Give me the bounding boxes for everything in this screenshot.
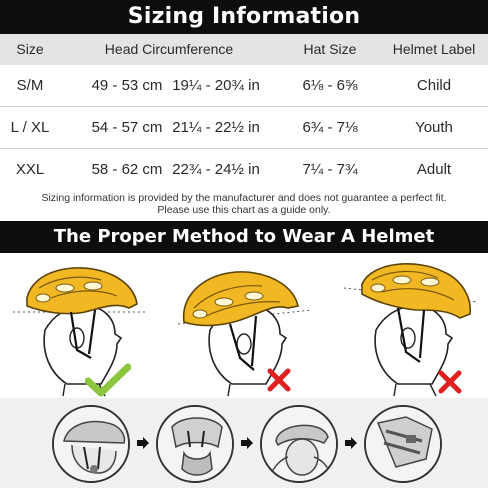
sizing-title: Sizing Information (0, 0, 488, 34)
cell-size: S/M (16, 77, 44, 94)
cell-cm: 49 - 53 cm (91, 77, 163, 94)
cell-inches: 19¼ - 20¾ in (172, 77, 260, 94)
step-4-image (364, 405, 442, 483)
disclaimer-line-2: Please use this chart as a guide only. (157, 204, 331, 216)
helmet-example-incorrect-tilted-back (170, 258, 320, 398)
arrow-right-icon (136, 436, 150, 450)
cell-cm: 58 - 62 cm (91, 161, 163, 178)
header-head-circumference: Head Circumference (104, 41, 234, 57)
arrow-right-icon (240, 436, 254, 450)
disclaimer-line-1: Sizing information is provided by the manufacturer and does not guarantee a perfect fit. (41, 192, 447, 204)
cell-size: L / XL (10, 119, 50, 136)
cell-cm: 54 - 57 cm (91, 119, 163, 136)
cell-hat-size: 6¾ - 7⅛ (302, 119, 358, 136)
cell-inches: 21¼ - 22½ in (172, 119, 260, 136)
helmet-head-illustration (336, 258, 486, 398)
header-helmet-label: Helmet Label (392, 41, 476, 57)
arrow-right-icon (344, 436, 358, 450)
header-size: Size (16, 41, 44, 57)
cell-size: XXL (15, 161, 45, 178)
cell-inches: 22¾ - 24½ in (172, 161, 260, 178)
cell-hat-size: 6⅛ - 6⅝ (302, 77, 358, 94)
helmet-head-illustration (170, 258, 320, 398)
helmet-example-incorrect-tilted-forward (336, 258, 486, 398)
cell-helmet-label: Adult (416, 161, 452, 178)
x-icon (267, 368, 291, 392)
sizing-disclaimer (0, 192, 488, 216)
method-title: The Proper Method to Wear A Helmet (0, 221, 488, 253)
check-icon (85, 363, 131, 397)
table-row (0, 65, 488, 107)
table-header (0, 34, 488, 65)
cell-helmet-label: Child (416, 77, 452, 94)
x-icon (438, 370, 462, 394)
helmet-example-correct (5, 258, 155, 398)
step-2-image (156, 405, 234, 483)
cell-helmet-label: Youth (415, 119, 453, 136)
table-row (0, 107, 488, 149)
table-row (0, 149, 488, 191)
header-hat-size: Hat Size (303, 41, 357, 57)
step-1-image (52, 405, 130, 483)
cell-hat-size: 7¼ - 7¾ (302, 161, 358, 178)
helmet-head-illustration (5, 258, 155, 398)
step-3-image (260, 405, 338, 483)
